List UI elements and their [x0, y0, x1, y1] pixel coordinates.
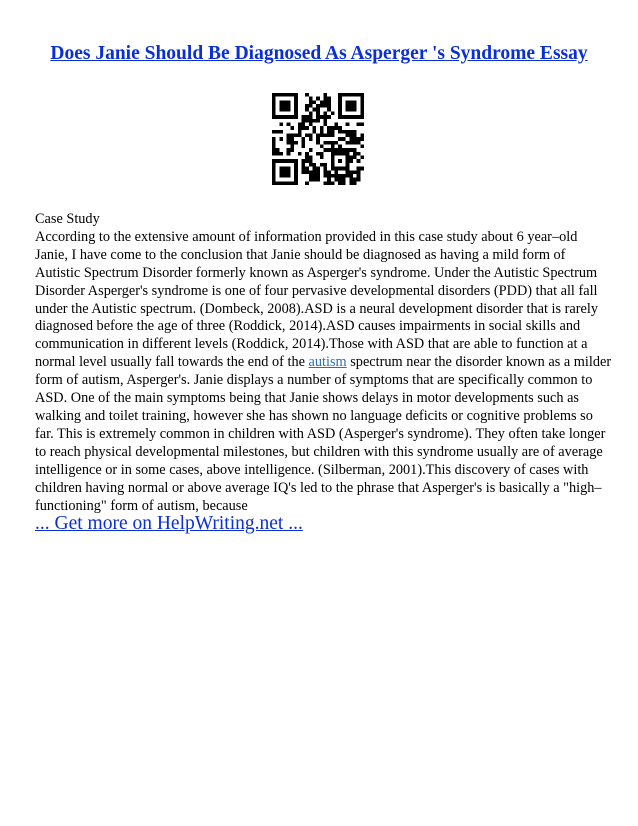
body-line: under the Autistic spectrum. (Dombeck, 2008).ASD is a neural development disorder that is rarely — [35, 300, 598, 317]
body-line: intelligence or in some cases, above intelligence. (Silberman, 2001).This discovery of cases with — [35, 461, 589, 478]
more-link-container — [35, 512, 303, 536]
body-line: to reach physical developmental milestones, but children with this syndrome usually are of average — [35, 443, 603, 460]
body-line-segment: spectrum near the disorder known as a milder — [346, 354, 612, 371]
body-line: far. This is extremely common in children with ASD (Asperger's syndrome). They often take longer — [35, 425, 606, 442]
body-line: ASD. One of the main symptoms being that Janie shows delays in motor developments such as — [35, 390, 580, 407]
body-line: Autistic Spectrum Disorder formerly known as Asperger's syndrome. Under the Autistic Spectrum — [35, 264, 598, 281]
body-line-segment: normal level usually fall towards the end of the — [35, 354, 309, 371]
body-line: functioning" form of autism, because — [35, 497, 248, 514]
body-line: walking and toilet training, however she has shown no language deficits or cognitive problems so — [35, 407, 593, 424]
essay-body — [35, 211, 610, 515]
body-line: Disorder Asperger's syndrome is one of four pervasive developmental disorders (PDD) that all fall — [35, 282, 598, 299]
body-line: Janie, I have come to the conclusion that Janie should be diagnosed as having a mild form of — [35, 246, 566, 263]
get-more-link[interactable]: ... Get more on HelpWriting.net ... — [35, 513, 303, 534]
body-line: According to the extensive amount of information provided in this case study about 6 year–old — [35, 228, 578, 245]
document-title-link[interactable]: Does Janie Should Be Diagnosed As Asperger 's Syndrome Essay — [50, 43, 588, 64]
body-line: children having normal or above average IQ's led to the phrase that Asperger's is basically a "high– — [35, 479, 602, 496]
autism-link[interactable]: autism — [308, 354, 347, 371]
body-line-with-link — [35, 354, 610, 372]
body-line: diagnosed before the age of three (Roddick, 2014).ASD causes impairments in social skills and — [35, 318, 581, 335]
qr-code-icon — [272, 93, 364, 185]
body-line: form of autism, Asperger's. Janie displays a number of symptoms that are specifically common to — [35, 372, 593, 389]
section-heading: Case Study — [35, 211, 100, 227]
body-line: communication in different levels (Roddick, 2014).Those with ASD that are able to function at a — [35, 336, 588, 353]
document-title-container — [0, 42, 638, 66]
